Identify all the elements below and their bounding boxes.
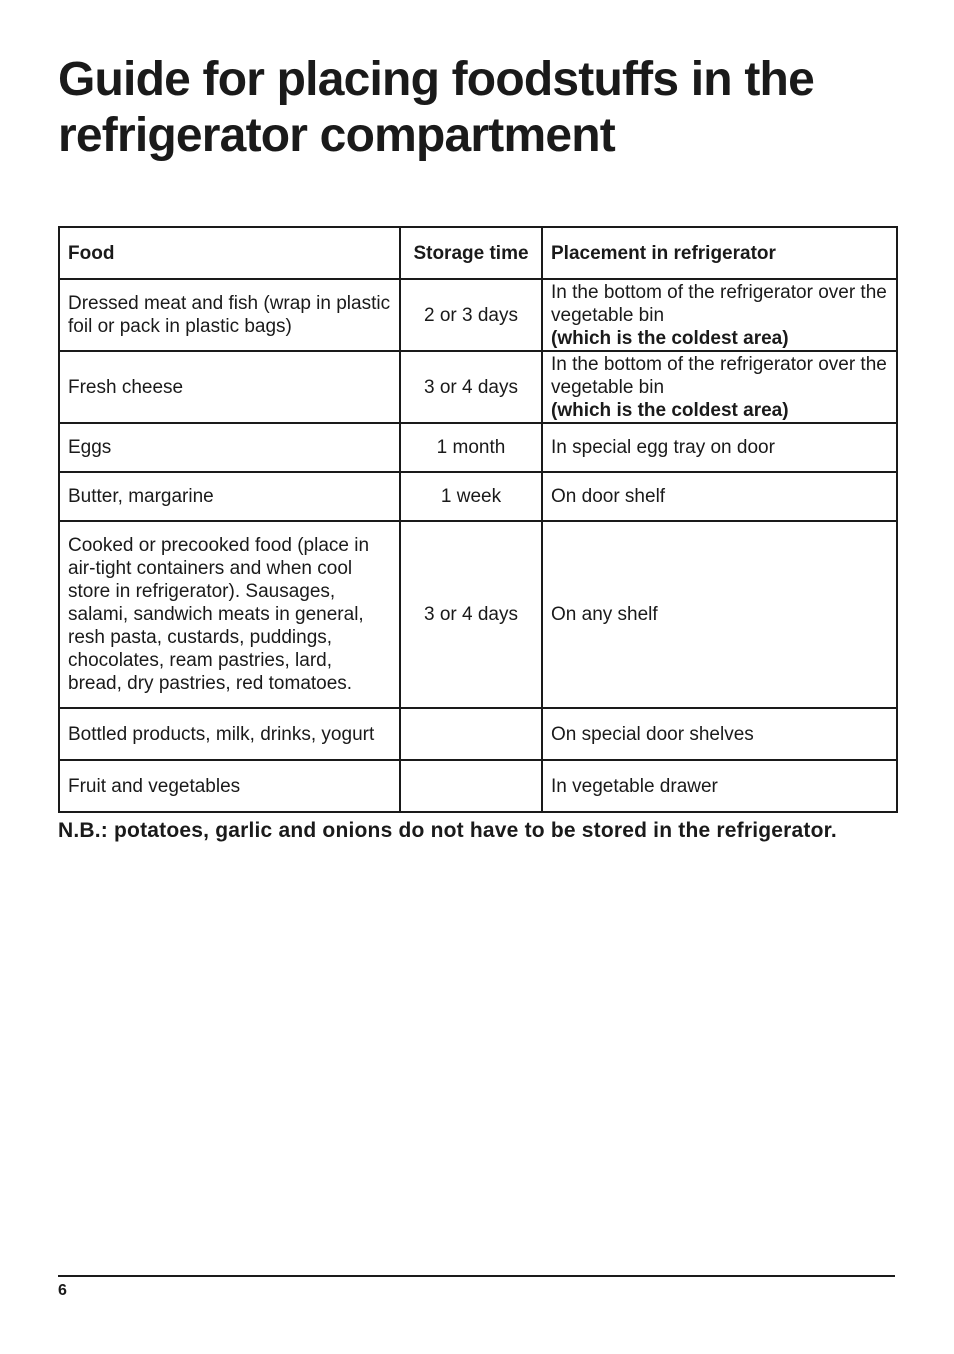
placement-cell: On special door shelves [542,708,897,760]
column-header-placement: Placement in refrigerator [542,227,897,279]
placement-cell: On any shelf [542,521,897,708]
storage-time-cell [400,708,542,760]
table-header-row [59,227,897,279]
table-row [59,279,897,351]
column-header-food: Food [59,227,400,279]
food-storage-table [58,226,898,813]
food-cell: Fruit and vegetables [59,760,400,812]
page-title: Guide for placing foodstuffs in the refrigerator compartment [58,53,814,162]
placement-cell: On door shelf [542,472,897,521]
storage-time-cell: 2 or 3 days [400,279,542,351]
food-cell: Butter, margarine [59,472,400,521]
table-row [59,521,897,708]
table-row [59,760,897,812]
placement-cell [542,279,897,351]
placement-cell: In special egg tray on door [542,423,897,472]
table-row [59,472,897,521]
table-row [59,423,897,472]
placement-note: (which is the coldest area) [551,327,789,349]
storage-time-cell: 1 month [400,423,542,472]
storage-time-cell: 3 or 4 days [400,521,542,708]
table-row [59,351,897,423]
footer-divider [58,1275,895,1277]
food-cell: Cooked or precooked food (place in air-tight containers and when cool store in refrigerator). Sausages, salami, sandwich meats in general, resh pasta, custards, puddings, chocolates, ream pastries, lard, bread, dry pastries, red tomatoes. [59,521,400,708]
food-cell: Bottled products, milk, drinks, yogurt [59,708,400,760]
placement-note: (which is the coldest area) [551,399,789,421]
page-number: 6 [58,1282,67,1299]
food-cell: Eggs [59,423,400,472]
table-row [59,708,897,760]
storage-time-cell: 3 or 4 days [400,351,542,423]
column-header-storage-time: Storage time [400,227,542,279]
storage-time-cell [400,760,542,812]
food-cell: Fresh cheese [59,351,400,423]
placement-cell [542,351,897,423]
placement-cell: In vegetable drawer [542,760,897,812]
placement-text: In the bottom of the refrigerator over the vegetable bin [551,353,887,398]
storage-note: N.B.: potatoes, garlic and onions do not have to be stored in the refrigerator. [58,819,837,842]
food-cell: Dressed meat and fish (wrap in plastic foil or pack in plastic bags) [59,279,400,351]
placement-text: In the bottom of the refrigerator over the vegetable bin [551,281,887,326]
storage-time-cell: 1 week [400,472,542,521]
